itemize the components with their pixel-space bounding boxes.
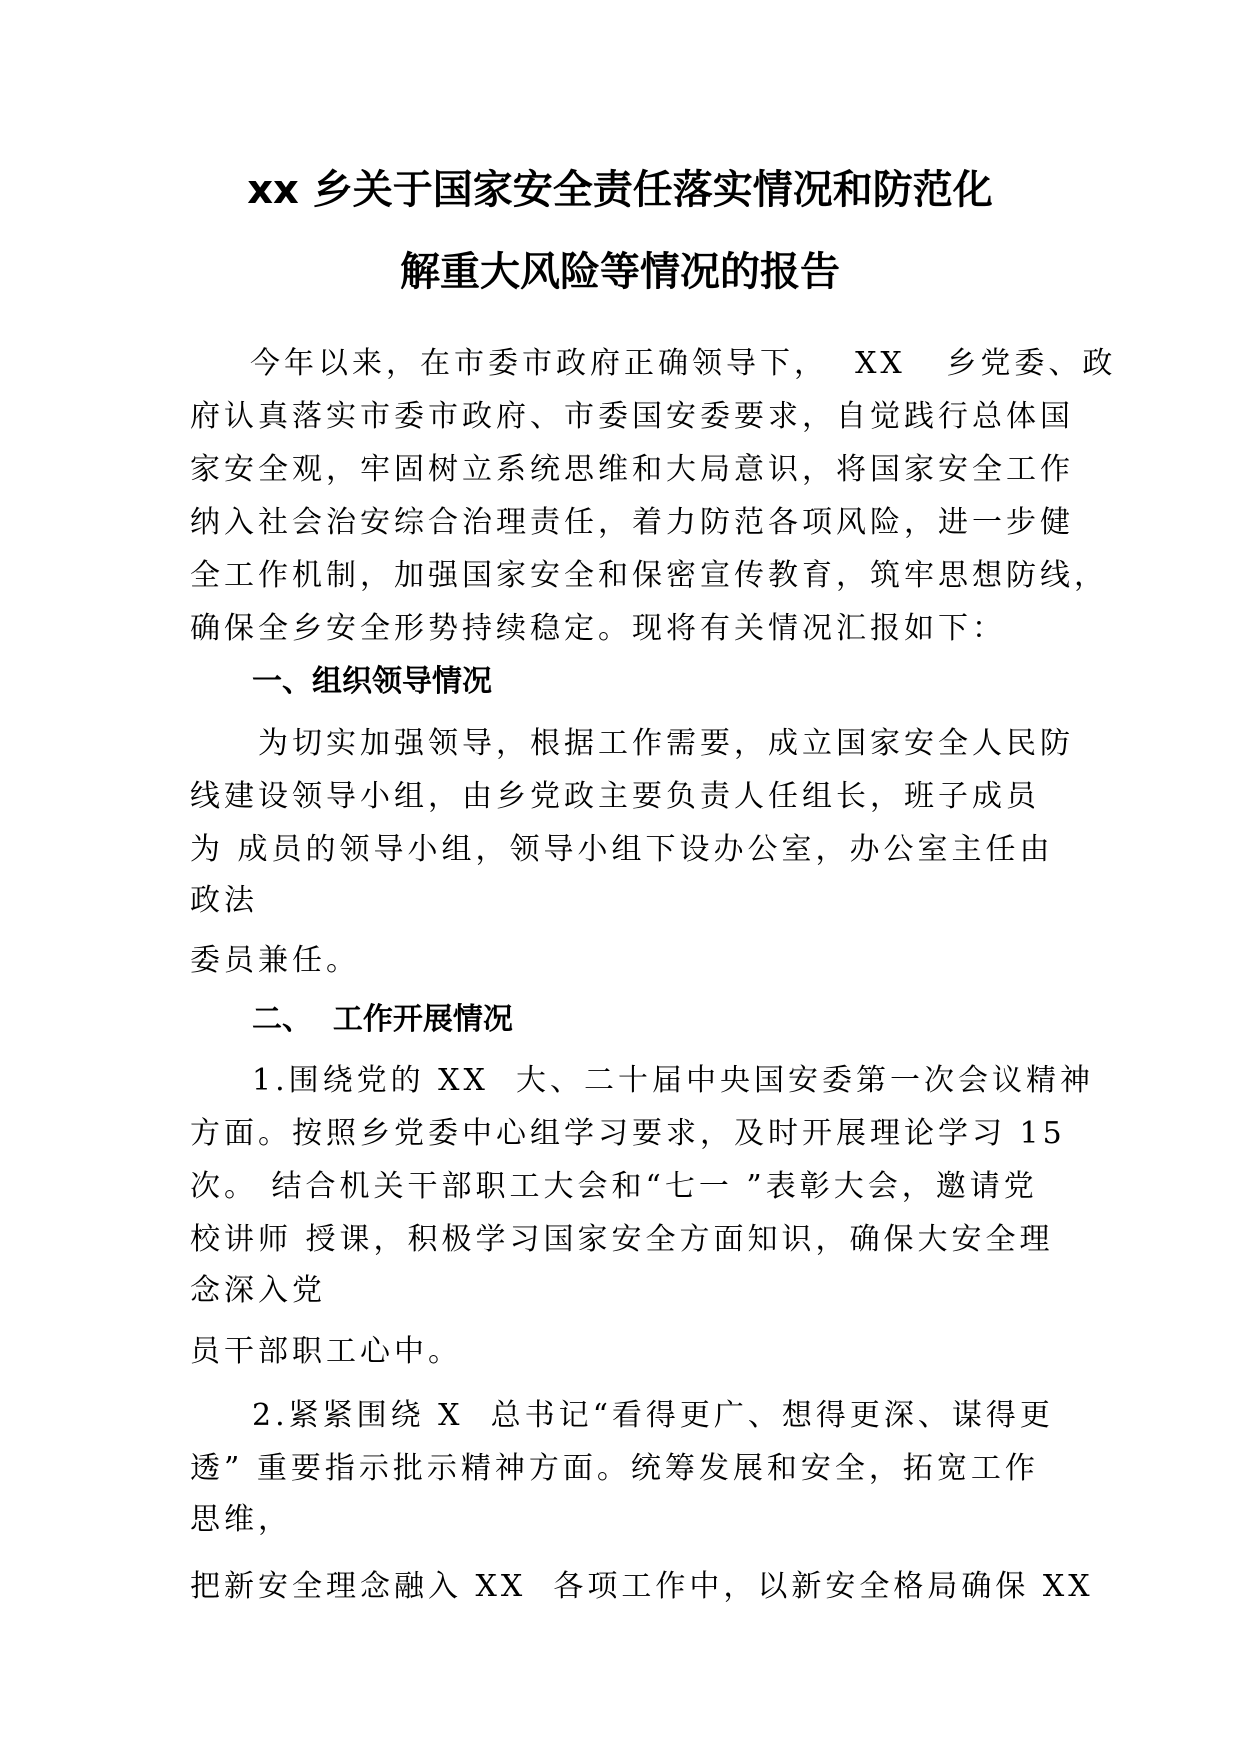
intro-line-3: 家安全观，牢固树立系统思维和大局意识，将国家安全工作 xyxy=(190,452,1074,487)
section-1-heading: 一、组织领导情况 xyxy=(252,664,492,699)
intro-line-6: 确保全乡安全形势持续稳定。现将有关情况汇报如下： xyxy=(190,611,1006,646)
section-2-item-2-line-4: 把新安全理念融入 XX 各项工作中，以新安全格局确保 XX xyxy=(190,1569,1094,1604)
section-2-item-2-line-2: 透” 重要指示批示精神方面。统筹发展和安全，拓宽工作 xyxy=(190,1451,1039,1486)
section-2-item-1-line-1: 1.围绕党的 XX 大、二十届中央国安委第一次会议精神 xyxy=(252,1063,1094,1098)
section-2-item-2-line-3: 思维， xyxy=(190,1502,292,1537)
intro-line-2: 府认真落实市委市政府、市委国安委要求，自觉践行总体国 xyxy=(190,399,1074,434)
section-2-item-2-line-1: 2.紧紧围绕 X 总书记“看得更广、想得更深、谋得更 xyxy=(252,1398,1054,1433)
section-2-item-1-line-6: 员干部职工心中。 xyxy=(190,1334,462,1369)
section-1-line-5: 委员兼任。 xyxy=(190,943,360,978)
section-2-heading: 二、 工作开展情况 xyxy=(252,1002,513,1037)
section-1-line-3: 为 成员的领导小组，领导小组下设办公室，办公室主任由 xyxy=(190,832,1054,867)
section-2-item-1-line-4: 校讲师 授课，积极学习国家安全方面知识，确保大安全理 xyxy=(190,1222,1054,1257)
section-2-item-1-line-3: 次。 结合机关干部职工大会和“七一 ”表彰大会，邀请党 xyxy=(190,1169,1038,1204)
intro-line-5: 全工作机制，加强国家安全和保密宣传教育，筑牢思想防线， xyxy=(190,558,1108,593)
document-title-line-2: 解重大风险等情况的报告 xyxy=(400,249,840,295)
section-2-item-1-line-2: 方面。按照乡党委中心组学习要求，及时开展理论学习 15 xyxy=(190,1116,1066,1151)
section-2-item-1-line-5: 念深入党 xyxy=(190,1273,326,1308)
intro-line-4: 纳入社会治安综合治理责任，着力防范各项风险，进一步健 xyxy=(190,505,1074,540)
document-title-line-1: xx 乡关于国家安全责任落实情况和防范化 xyxy=(247,167,993,213)
section-1-line-4: 政法 xyxy=(190,883,258,918)
intro-line-1: 今年以来，在市委市政府正确领导下， XX 乡党委、政 xyxy=(250,346,1117,381)
section-1-line-1: 为切实加强领导，根据工作需要，成立国家安全人民防 xyxy=(258,726,1074,761)
section-1-line-2: 线建设领导小组，由乡党政主要负责人任组长，班子成员 xyxy=(190,779,1040,814)
